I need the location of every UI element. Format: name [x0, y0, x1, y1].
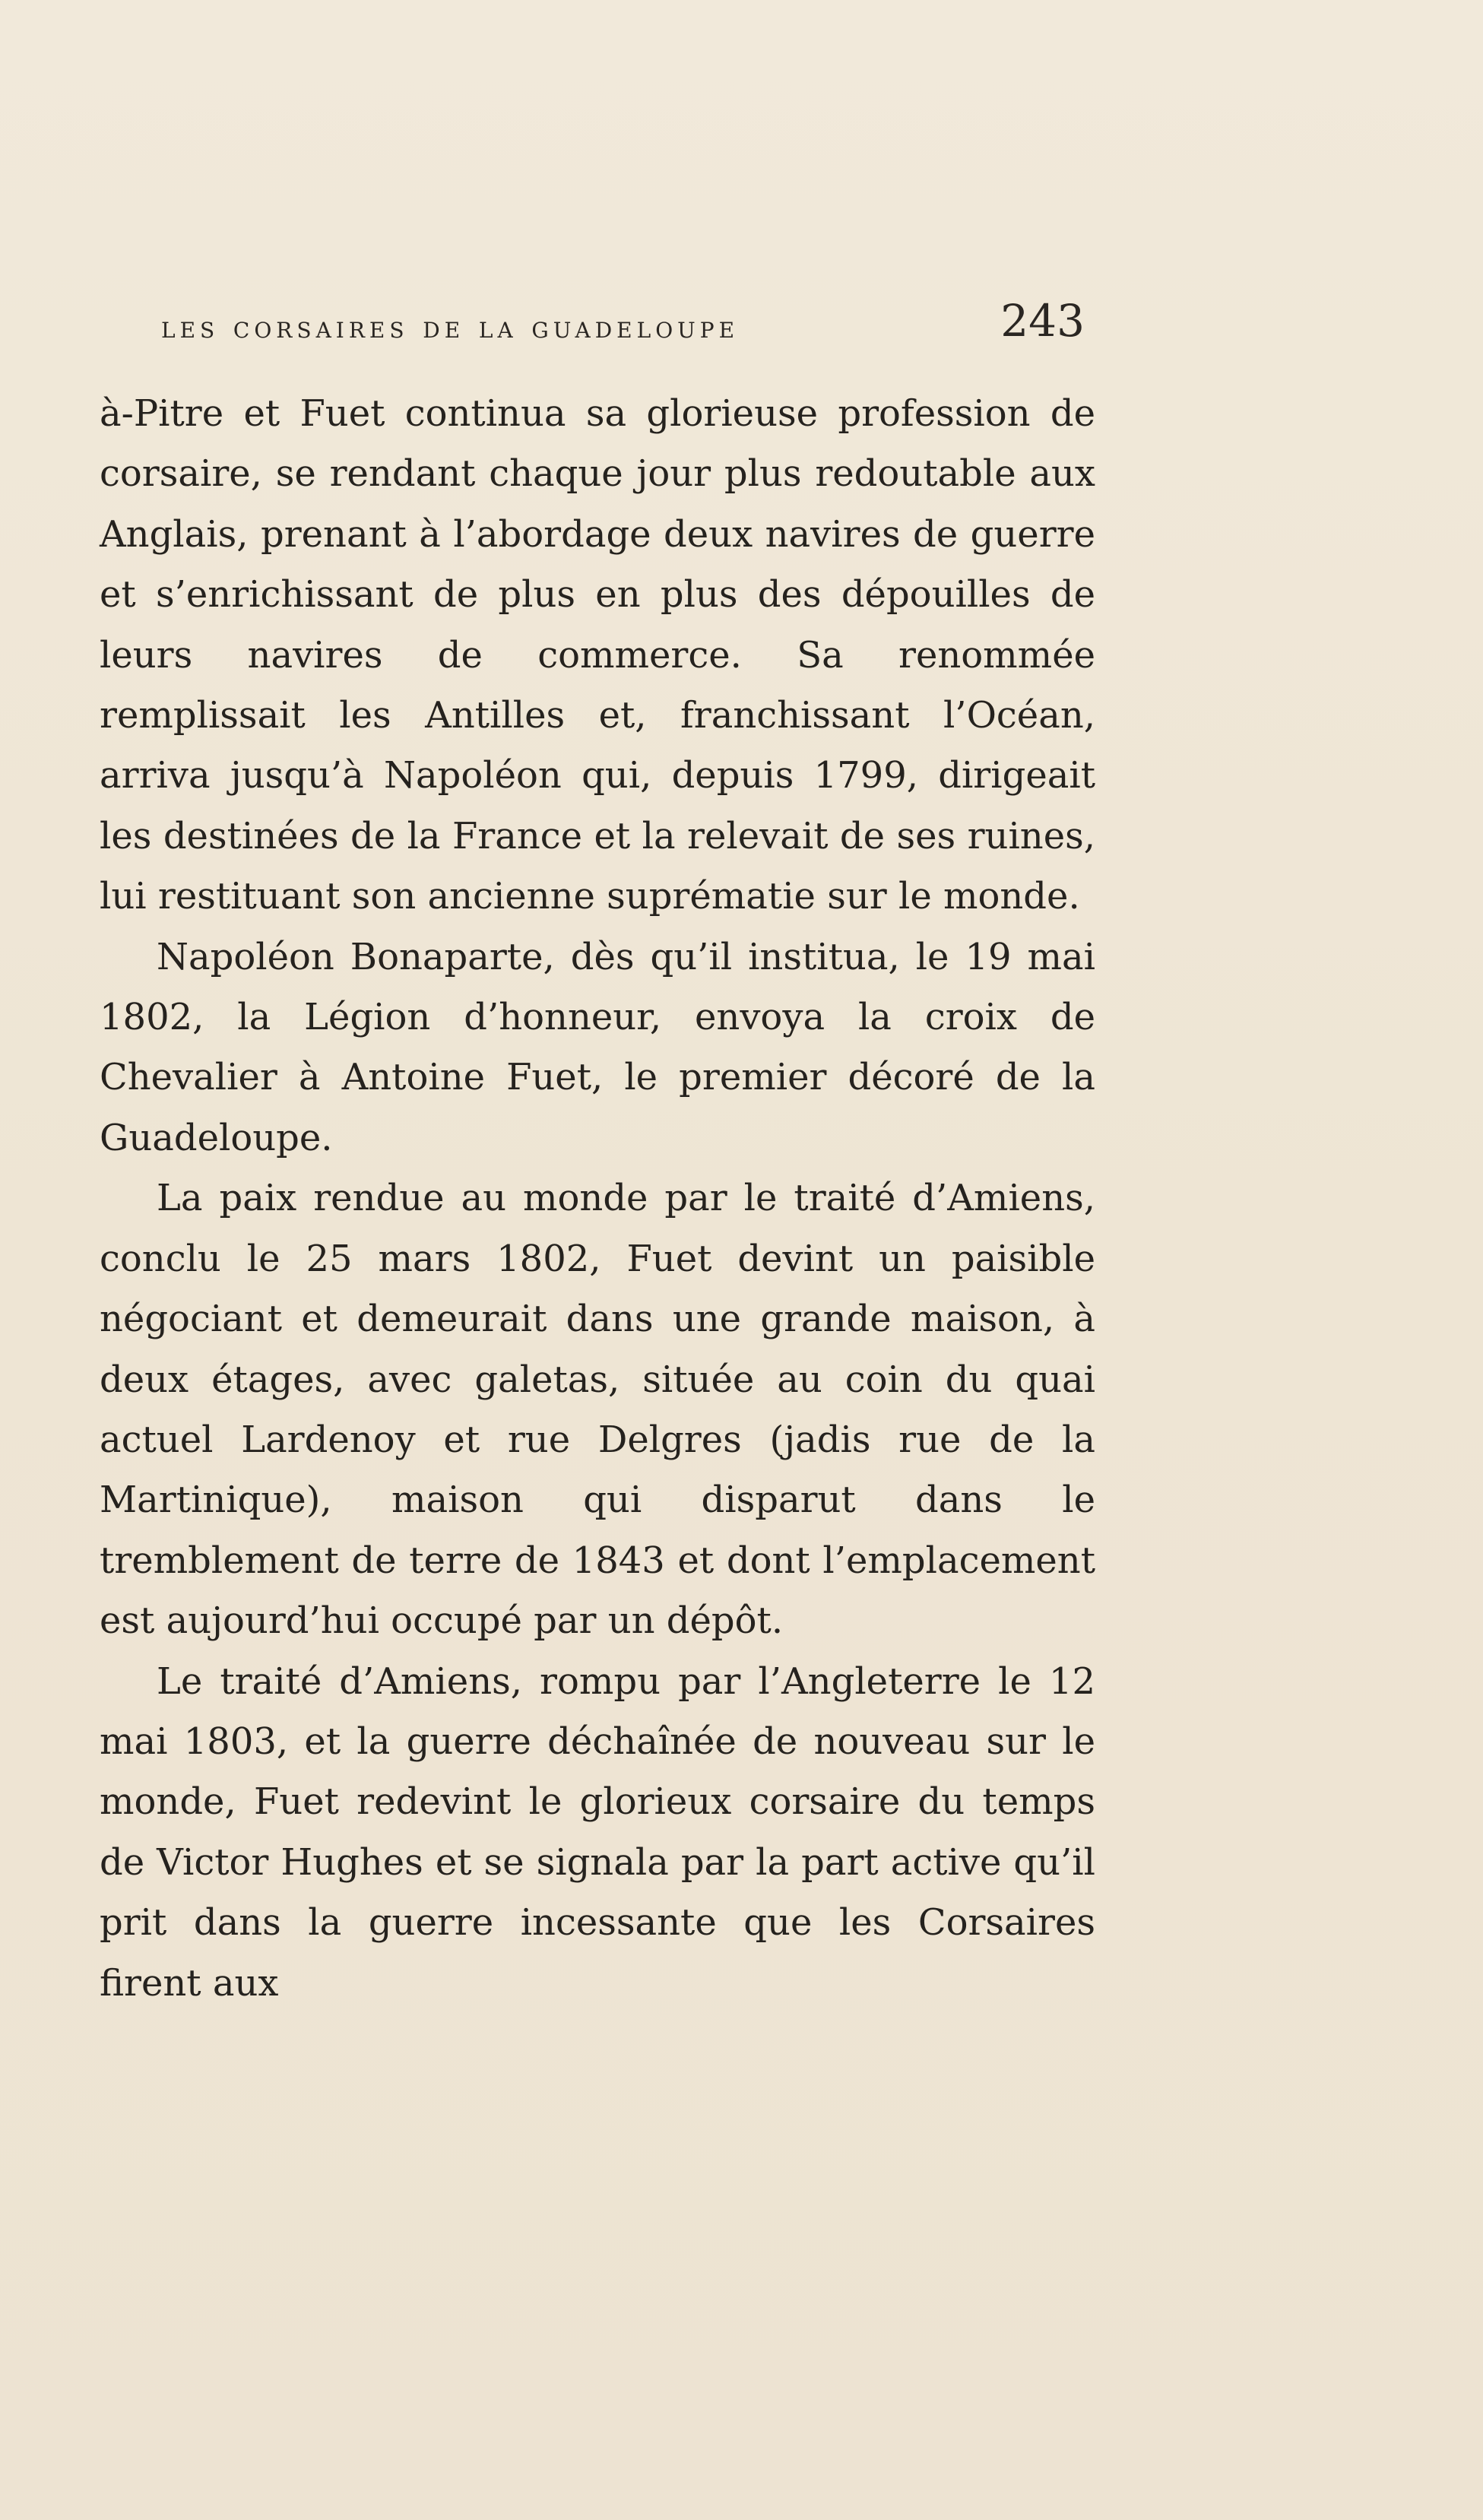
- body-text: [100, 384, 1095, 2014]
- paragraph-4: Le traité d’Amiens, rompu par l’Angleterre le 12 mai 1803, et la guerre déchaînée de nouveau sur le monde, Fuet redevint le glorieux corsaire du temps de Victor Hughes et se signala par la part active qu’il prit dans la guerre incessante que les Corsaires firent aux: [100, 1659, 1095, 2005]
- running-title: les corsaires de la guadeloupe: [161, 310, 740, 345]
- page-number: 243: [1000, 295, 1085, 347]
- paragraph-3: La paix rendue au monde par le traité d’Amiens, conclu le 25 mars 1802, Fuet devint un paisible négociant et demeurait dans une grande maison, à deux étages, avec galetas, située au coin du quai actuel Lardenoy et rue Delgres (jadis rue de la Martinique), maison qui disparut dans le tremblement de terre de 1843 et dont l’emplacement est aujourd’hui occupé par un dépôt.: [100, 1177, 1095, 1643]
- paragraph-1: à-Pitre et Fuet continua sa glorieuse profession de corsaire, se rendant chaque jour plus redoutable aux Anglais, prenant à l’abordage deux navires de guerre et s’enrichissant de plus en plus des dépouilles de leurs navires de commerce. Sa renommée remplissait les Antilles et, franchissant l’Océan, arriva jusqu’à Napoléon qui, depuis 1799, dirigeait les destinées de la France et la relevait de ses ruines, lui restituant son ancienne suprématie sur le monde.: [100, 392, 1095, 918]
- running-head: [161, 295, 1085, 348]
- paragraph-2: Napoléon Bonaparte, dès qu’il institua, le 19 mai 1802, la Légion d’honneur, envoya la croix de Chevalier à Antoine Fuet, le premier décoré de la Guadeloupe.: [100, 935, 1095, 1159]
